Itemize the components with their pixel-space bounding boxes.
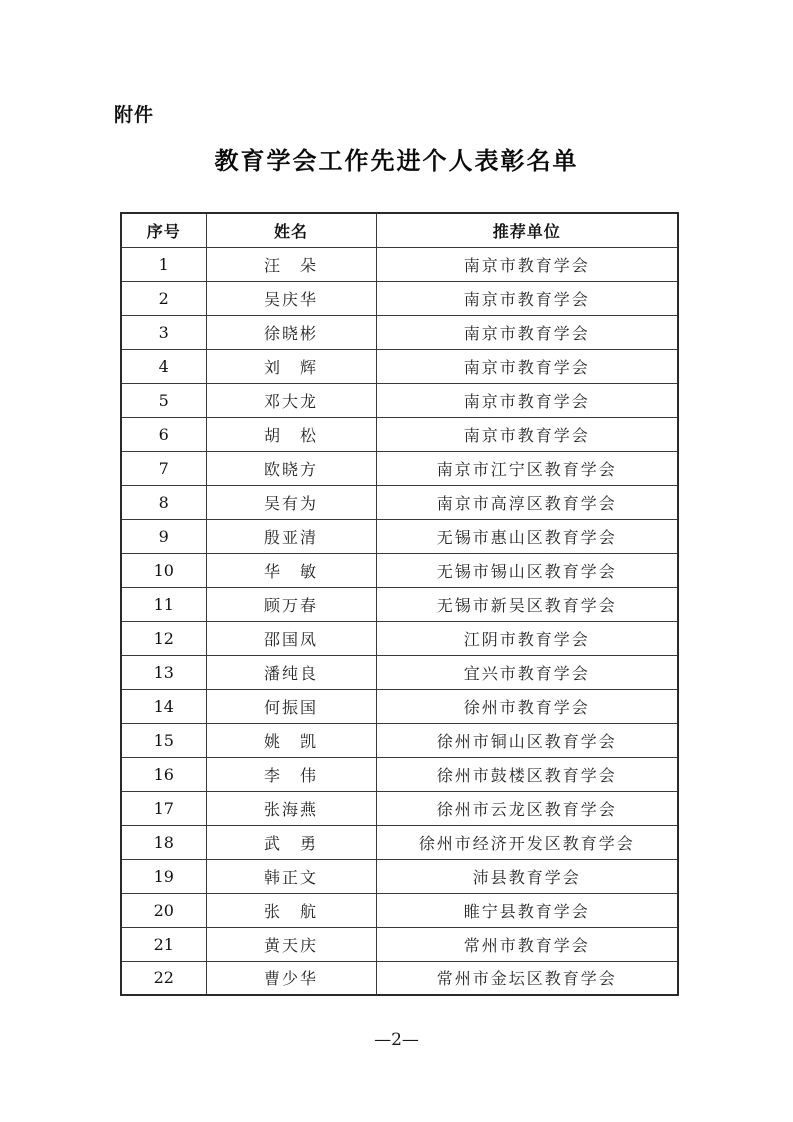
table-row [121,689,678,723]
row-number-cell: 4 [121,349,206,383]
name-cell: 邵国凤 [206,621,376,655]
table-header-row [121,213,678,247]
unit-cell: 南京市教育学会 [376,349,678,383]
row-number-cell: 17 [121,791,206,825]
name-cell: 潘纯良 [206,655,376,689]
table-row [121,519,678,553]
table-row [121,791,678,825]
row-number-cell: 3 [121,315,206,349]
table-row [121,723,678,757]
name-cell: 张海燕 [206,791,376,825]
unit-cell: 沛县教育学会 [376,859,678,893]
table-row [121,587,678,621]
page-number: —2— [374,1030,419,1050]
unit-cell: 江阴市教育学会 [376,621,678,655]
name-cell: 邓大龙 [206,383,376,417]
table-row [121,349,678,383]
table-row [121,315,678,349]
row-number-cell: 8 [121,485,206,519]
table-row [121,655,678,689]
row-number-cell: 14 [121,689,206,723]
row-number-cell: 16 [121,757,206,791]
column-header-number: 序号 [121,213,206,247]
row-number-cell: 12 [121,621,206,655]
row-number-cell: 13 [121,655,206,689]
table-row [121,927,678,961]
unit-cell: 徐州市经济开发区教育学会 [376,825,678,859]
table-row [121,383,678,417]
unit-cell: 徐州市云龙区教育学会 [376,791,678,825]
table-row [121,757,678,791]
unit-cell: 徐州市教育学会 [376,689,678,723]
name-cell: 张 航 [206,893,376,927]
table-body [121,247,678,995]
table-row [121,485,678,519]
name-cell: 华 敏 [206,553,376,587]
unit-cell: 南京市教育学会 [376,315,678,349]
unit-cell: 常州市教育学会 [376,927,678,961]
unit-cell: 常州市金坛区教育学会 [376,961,678,995]
name-cell: 刘 辉 [206,349,376,383]
name-cell: 欧晓方 [206,451,376,485]
name-cell: 黄天庆 [206,927,376,961]
name-cell: 顾万春 [206,587,376,621]
table-row [121,281,678,315]
name-cell: 胡 松 [206,417,376,451]
table-row [121,247,678,281]
name-cell: 吴庆华 [206,281,376,315]
unit-cell: 南京市教育学会 [376,281,678,315]
row-number-cell: 7 [121,451,206,485]
unit-cell: 无锡市新吴区教育学会 [376,587,678,621]
column-header-name: 姓名 [206,213,376,247]
unit-cell: 徐州市鼓楼区教育学会 [376,757,678,791]
name-cell: 殷亚清 [206,519,376,553]
row-number-cell: 9 [121,519,206,553]
unit-cell: 睢宁县教育学会 [376,893,678,927]
page-title: 教育学会工作先进个人表彰名单 [214,146,579,175]
unit-cell: 无锡市惠山区教育学会 [376,519,678,553]
name-cell: 韩正文 [206,859,376,893]
table-row [121,961,678,995]
unit-cell: 南京市教育学会 [376,417,678,451]
name-cell: 李 伟 [206,757,376,791]
unit-cell: 徐州市铜山区教育学会 [376,723,678,757]
table-row [121,893,678,927]
table-row [121,825,678,859]
name-cell: 曹少华 [206,961,376,995]
row-number-cell: 11 [121,587,206,621]
row-number-cell: 6 [121,417,206,451]
column-header-unit: 推荐单位 [376,213,678,247]
row-number-cell: 15 [121,723,206,757]
table-row [121,859,678,893]
row-number-cell: 22 [121,961,206,995]
name-cell: 武 勇 [206,825,376,859]
unit-cell: 南京市高淳区教育学会 [376,485,678,519]
name-cell: 汪 朵 [206,247,376,281]
row-number-cell: 10 [121,553,206,587]
row-number-cell: 2 [121,281,206,315]
attachment-label: 附件 [114,105,155,126]
name-cell: 吴有为 [206,485,376,519]
row-number-cell: 19 [121,859,206,893]
unit-cell: 南京市教育学会 [376,247,678,281]
unit-cell: 无锡市锡山区教育学会 [376,553,678,587]
table-row [121,451,678,485]
table-row [121,621,678,655]
row-number-cell: 1 [121,247,206,281]
commendation-table [120,212,679,996]
unit-cell: 南京市教育学会 [376,383,678,417]
row-number-cell: 5 [121,383,206,417]
unit-cell: 宜兴市教育学会 [376,655,678,689]
row-number-cell: 18 [121,825,206,859]
name-cell: 徐晓彬 [206,315,376,349]
name-cell: 何振国 [206,689,376,723]
name-cell: 姚 凯 [206,723,376,757]
table-row [121,553,678,587]
row-number-cell: 20 [121,893,206,927]
row-number-cell: 21 [121,927,206,961]
unit-cell: 南京市江宁区教育学会 [376,451,678,485]
table-row [121,417,678,451]
